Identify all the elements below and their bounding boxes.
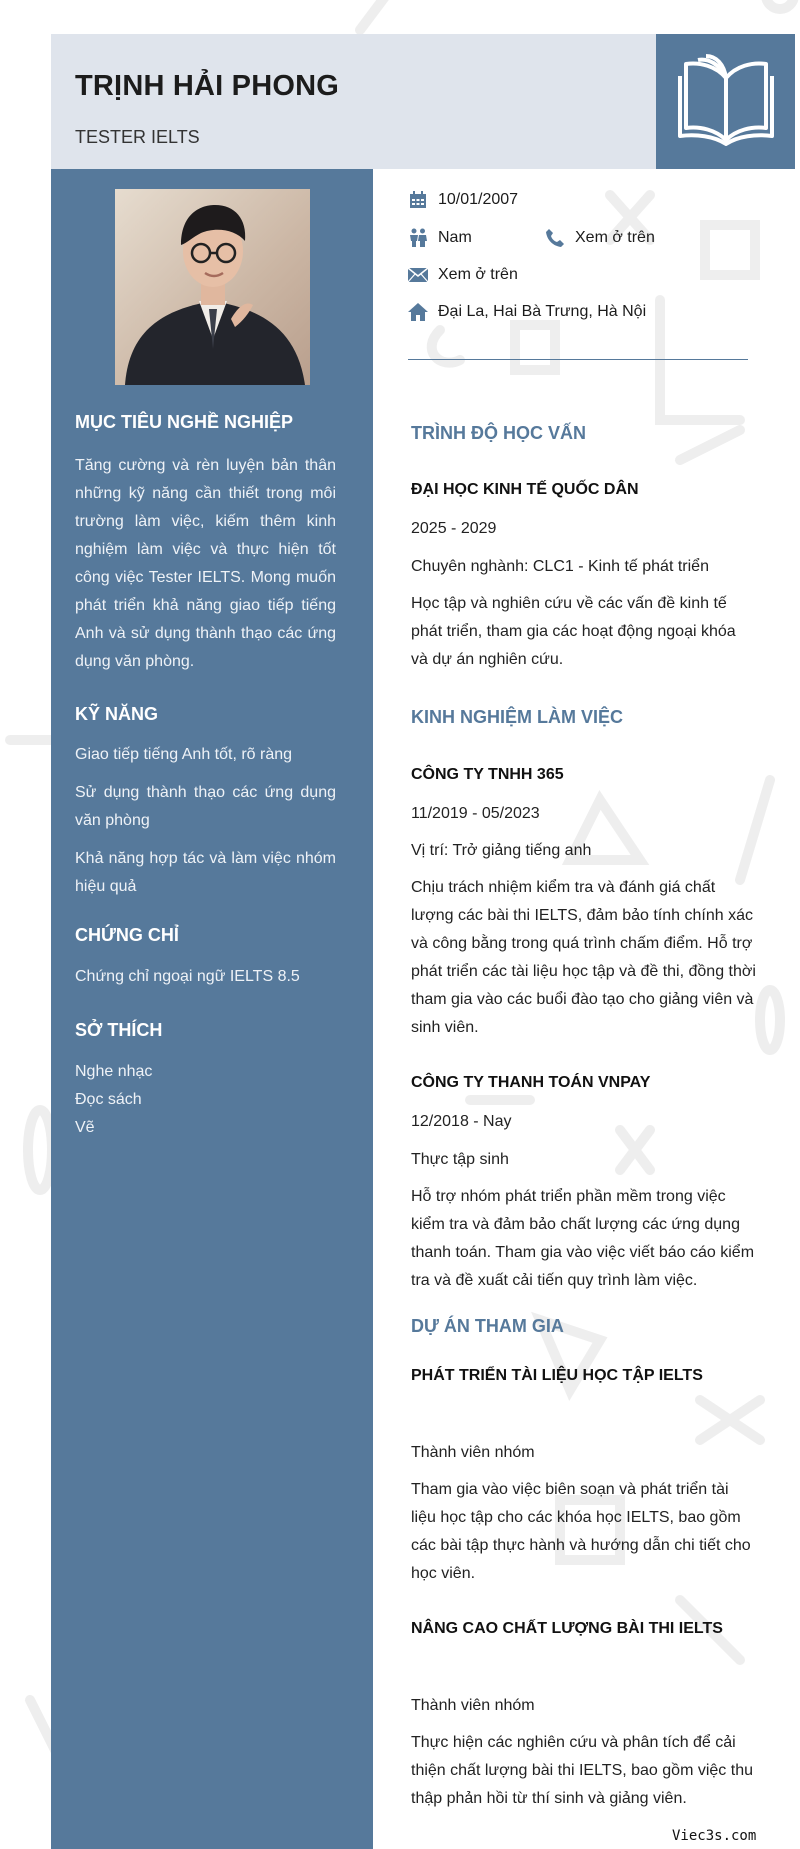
experience-heading: KINH NGHIỆM LÀM VIỆC [411,707,624,727]
job-description: Chịu trách nhiệm kiểm tra và đánh giá chất lượng các bài thi IELTS, đảm bảo tính chính xác và công bằng trong quá trình chấm điểm. Hỗ trợ phát triển các tài liệu học tập và đề thi, đồng thời tham gia vào các buổi đào tạo cho giảng viên và sinh viên. [411,879,756,1036]
phone-icon [545,228,565,248]
calendar-icon [408,190,428,210]
skill-item: Sử dụng thành thạo các ứng dụng văn phòng [75,784,336,829]
resume-header [51,34,656,169]
job-company: CÔNG TY TNHH 365 [411,766,564,783]
projects-heading: DỰ ÁN THAM GIA [411,1316,564,1336]
contact-divider [408,359,748,360]
job-description: Hỗ trợ nhóm phát triển phần mềm trong việc kiểm tra và đảm bảo chất lượng các ứng dụng thanh toán. Tham gia vào việc viết báo cáo kiểm tra và đề xuất cải tiến quy trình làm việc. [411,1188,755,1289]
job-position: Vị trí: Trở giảng tiếng anh [411,842,592,859]
project-title: PHÁT TRIỂN TÀI LIỆU HỌC TẬP IELTS [411,1367,703,1384]
phone-row [545,228,655,248]
address-value: Đại La, Hai Bà Trưng, Hà Nội [438,303,647,320]
skill-item: Giao tiếp tiếng Anh tốt, rõ ràng [75,746,293,763]
address-row [408,302,646,322]
cert-item: Chứng chỉ ngoại ngữ IELTS 8.5 [75,968,300,985]
skill-item: Khả năng hợp tác và làm việc nhóm hiệu quả [75,850,336,895]
birthdate-row [408,190,518,210]
education-heading: TRÌNH ĐỘ HỌC VẤN [411,423,586,443]
email-row [408,265,518,285]
skills-heading: KỸ NĂNG [75,704,159,724]
project-role: Thành viên nhóm [411,1444,535,1461]
watermark: Viec3s.com [672,1828,757,1844]
job-company: CÔNG TY THANH TOÁN VNPAY [411,1074,651,1091]
project-description: Thực hiện các nghiên cứu và phân tích để cải thiện chất lượng bài thi IELTS, bao gồm việc thu thập phản hồi từ thí sinh và giảng viên. [411,1734,753,1807]
phone-value: Xem ở trên [575,229,655,246]
objective-heading: MỤC TIÊU NGHỀ NGHIỆP [75,412,294,432]
gender-row [408,228,472,248]
project-title: NÂNG CAO CHẤT LƯỢNG BÀI THI IELTS [411,1620,723,1637]
birthdate-value: 10/01/2007 [438,191,519,208]
gender-icon [408,228,428,248]
education-period: 2025 - 2029 [411,520,497,537]
email-value: Xem ở trên [438,266,518,283]
gender-value: Nam [438,229,472,246]
education-school: ĐẠI HỌC KINH TẾ QUỐC DÂN [411,481,639,498]
job-period: 11/2019 - 05/2023 [411,805,540,822]
job-position: Thực tập sinh [411,1151,509,1168]
candidate-name: TRỊNH HẢI PHONG [75,70,339,102]
education-description: Học tập và nghiên cứu về các vấn đề kinh tế phát triển, tham gia các hoạt động ngoại khóa và dự án nghiên cứu. [411,595,736,668]
objective-text: Tăng cường và rèn luyện bản thân những kỹ năng cần thiết trong môi trường làm việc, kiếm thêm kinh nghiệm làm việc và thực hiện tốt công việc Tester IELTS. Mong muốn phát triển khả năng giao tiếp tiếng Anh và sử dụng thành thạo các ứng dụng văn phòng. [75,457,336,670]
hobby-item: Đọc sách [75,1091,142,1108]
hobby-item: Vẽ [75,1119,95,1136]
hobbies-heading: SỞ THÍCH [75,1020,163,1040]
project-role: Thành viên nhóm [411,1697,535,1714]
project-description: Tham gia vào việc biên soạn và phát triển tài liệu học tập cho các khóa học IELTS, bao gồm các bài tập thực hành và hướng dẫn chi tiết cho học viên. [411,1481,751,1582]
logo-box [656,34,795,169]
job-period: 12/2018 - Nay [411,1113,512,1130]
avatar [115,189,310,385]
resume [51,34,795,1849]
certs-heading: CHỨNG CHỈ [75,925,179,945]
email-icon [408,265,428,285]
hobby-item: Nghe nhạc [75,1063,153,1080]
job-title: TESTER IELTS [75,127,200,147]
home-icon [408,302,428,322]
sidebar [51,169,373,1849]
education-major: Chuyên nghành: CLC1 - Kinh tế phát triển [411,558,709,575]
